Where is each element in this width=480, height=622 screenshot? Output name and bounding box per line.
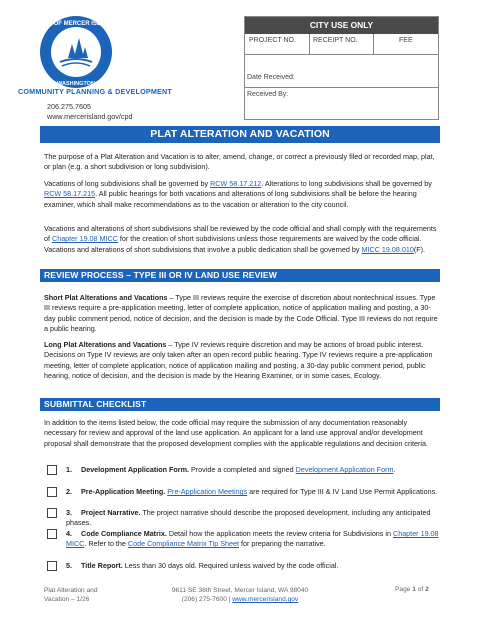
checkbox-item-3[interactable] [47,508,57,518]
project-no-label: PROJECT NO. [249,37,296,44]
page-number: Page 1 of 2 [395,586,429,593]
page-title: PLAT ALTERATION AND VACATION [40,126,440,143]
checkbox-item-5[interactable] [47,561,57,571]
checklist-item-4: 4. Code Compliance Matrix. Detail how the application meets the review criteria for Subdivisions in Chapter 19.08 MICC. Refer to the Code Compliance Matrix Tip Sheet for preparing the narrative. [66,529,439,549]
short-plat-title: Short Plat Alterations and Vacations [44,293,168,302]
micc-19-08-010-link[interactable]: MICC 19.08.010 [361,244,414,254]
footer-doc-name: Plat Alteration and Vacation – 1/26 [44,587,98,603]
received-by-field[interactable]: Received By: [247,91,289,98]
chapter-19-08-micc-link[interactable]: Chapter 19.08 MICC [52,234,118,244]
rcw-58-17-212-link[interactable]: RCW 58.17.212 [210,179,262,188]
city-use-box [244,16,439,120]
submittal-checklist-heading: SUBMITTAL CHECKLIST [40,398,440,411]
city-logo [38,14,114,90]
date-received-field[interactable]: Date Received: [247,74,295,81]
checkbox-item-4[interactable] [47,529,57,539]
checklist-item-5: 5. Title Report. Less than 30 days old. Required unless waived by the code official. [66,561,339,570]
development-application-form-link[interactable]: Development Application Form [295,465,394,474]
long-plat-paragraph: Long Plat Alterations and Vacations – Type IV reviews require discretion and may be actions of broad public interest. Decisions on Type IV reviews are only taken after an open record public hearing. Type IV reviews require a pre-application meeting, letter of complete application, notice of application mailing and posting, a 30-day public comment period, public hearing, notice of decision, and the decision is made by the Hearing Examiner, or in some cases, Ecology. [44,340,433,381]
checkbox-item-1[interactable] [47,465,57,475]
long-plat-title: Long Plat Alterations and Vacations [44,340,167,349]
footer-website-link[interactable]: www.mercerisland.gov [232,596,299,603]
intro-paragraph-2: Vacations of long subdivisions shall be governed by RCW 58.17.212. Alterations to long subdivisions shall be governed by RCW 58.17.215. All public hearings for both vacations and alterations of long subdivisions shall be before the hearing examiner, which shall make recommendations as to the vacation or alteration to the city council. [44,179,432,209]
intro-paragraph-1: The purpose of a Plat Alteration and Vacation is to alter, amend, change, or correct a previously filed or recorded map, plat, or plan (e.g. a short subdivision or long subdivision). [44,152,435,172]
checklist-item-2: 2. Pre-Application Meeting. Pre-Application Meetings are required for Type III & IV Land Use Permit Applications. [66,487,438,496]
receipt-no-label: RECEIPT NO. [313,37,358,44]
intro-paragraph-3: Vacations and alterations of short subdivisions shall be reviewed by the code official and shall comply with the requirements of Chapter 19.08 MICC for the creation of short subdivisions unless those requirements are waived by the code official. Vacations and alterations of short subdivisions that involve a public dedication shall be governed by MICC 19.08.010(F). [44,224,437,254]
svg-text:CITY OF MERCER ISLAND: CITY OF MERCER ISLAND [38,21,114,27]
department-website: www.mercerisland.gov/cpd [47,112,133,121]
footer-address: 9611 SE 36th Street, Mercer Island, WA 98040 [171,587,309,594]
fee-label: FEE [399,37,413,44]
footer-contact: 9611 SE 36th Street, Mercer Island, WA 98040 (206) 275-7600 | www.mercerisland.gov [150,586,330,604]
department-name: COMMUNITY PLANNING & DEVELOPMENT [18,87,173,96]
code-compliance-matrix-tip-sheet-link[interactable]: Code Compliance Matrix Tip Sheet [127,539,239,549]
city-use-title: CITY USE ONLY [245,17,438,34]
chapter-19-08-micc-link-2[interactable]: Chapter 19.08 MICC [66,529,439,549]
checklist-intro: In addition to the items listed below, the code official may require the submission of any documentation reasonably necessary for review and approval of the land use application. An applicant for a land use approval and/or development proposal shall demonstrate that the proposed development complies with the applicable regulations and decision criteria. [44,418,428,448]
pre-application-meetings-link[interactable]: Pre-Application Meetings [167,487,248,496]
short-plat-paragraph: Short Plat Alterations and Vacations – Type III reviews require the exercise of discretion about nontechnical issues. Type III reviews require a pre-application meeting, letter of complete application, notice of application mailing and posting, a 30-day public comment period, notice of decision, and the decision is made by the Code Official. Type III reviews do not require a public hearing. [44,293,438,334]
svg-text:WASHINGTON: WASHINGTON [57,81,95,87]
department-phone: 206.275.7605 [47,102,91,111]
checklist-item-3: 3. Project Narrative. The project narrative should describe the proposed development, including any anticipated phases. [66,508,431,528]
rcw-58-17-215-link[interactable]: RCW 58.17.215 [44,189,96,199]
checkbox-item-2[interactable] [47,487,57,497]
checklist-item-1: 1. Development Application Form. Provide a completed and signed Development Application Form. [66,465,396,474]
review-process-heading: REVIEW PROCESS – TYPE III OR IV LAND USE REVIEW [40,269,440,282]
